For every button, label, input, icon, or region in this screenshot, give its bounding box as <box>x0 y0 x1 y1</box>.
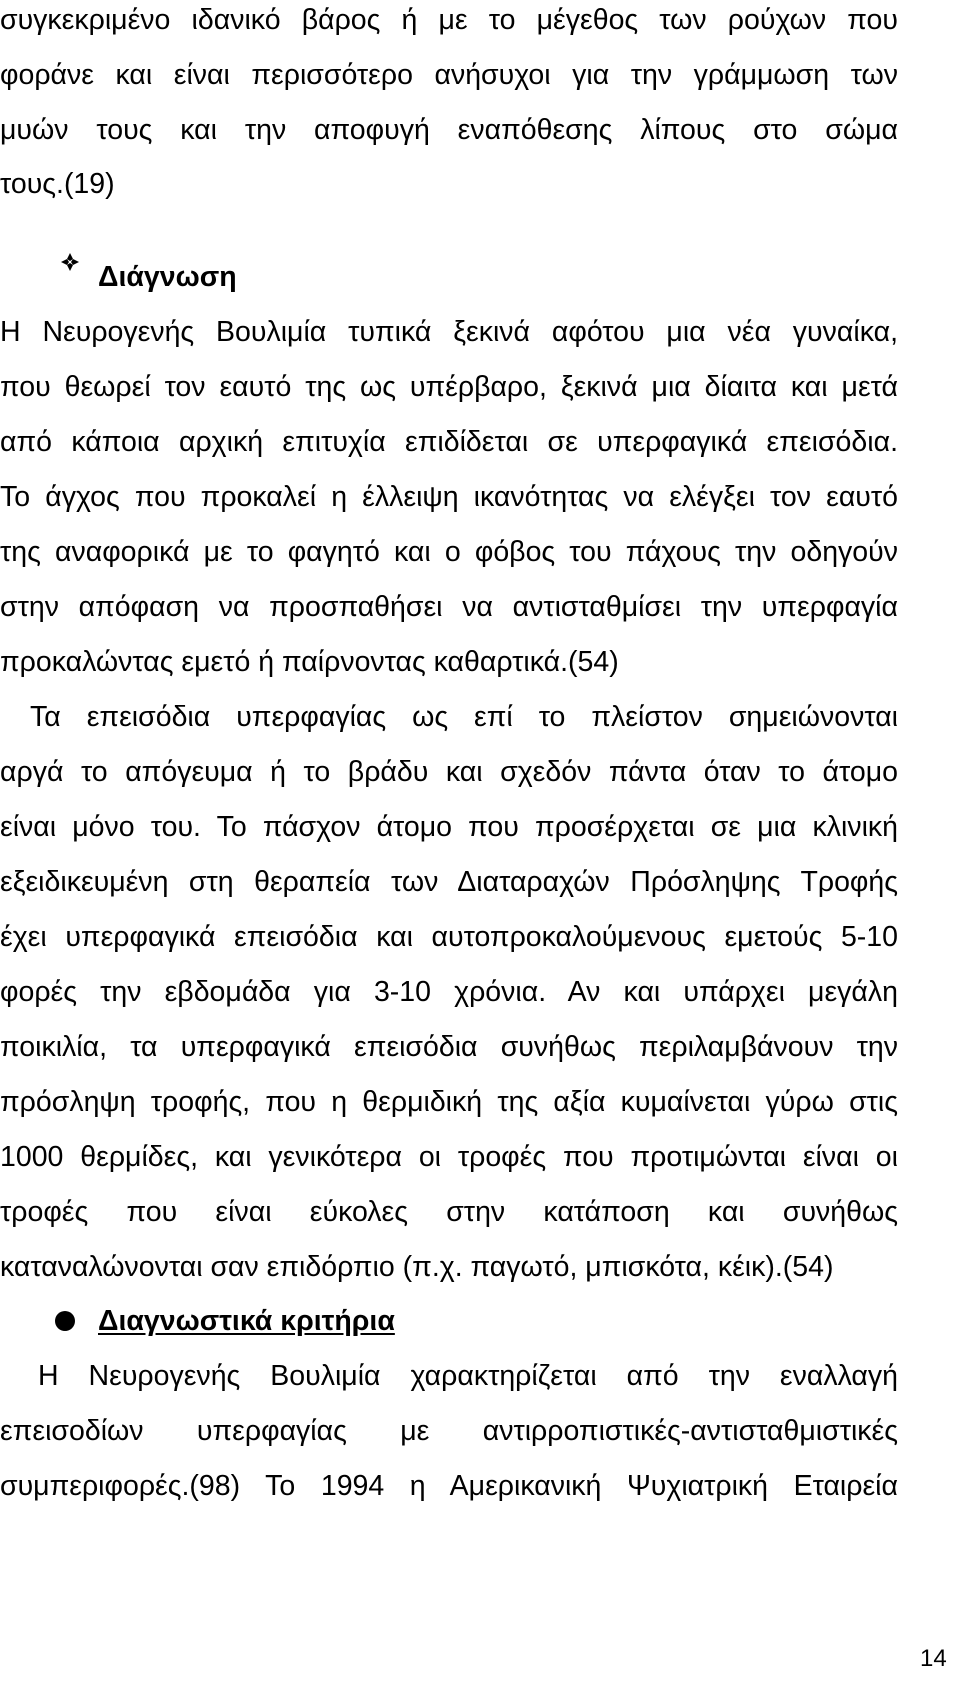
text-line: είναι μόνο του. Το πάσχον άτομο που προσέρχεται σε μια κλινική <box>0 811 898 843</box>
section-heading-text: Διαγνωστικά κριτήρια <box>98 1305 395 1337</box>
text-line: τροφές που είναι εύκολες στην κατάποση και συνήθως <box>0 1196 898 1228</box>
text-line: εξειδικευμένη στη θεραπεία των Διαταραχών Πρόσληψης Τροφής <box>0 866 898 898</box>
text-line: Η Νευρογενής Βουλιμία τυπικά ξεκινά αφότου μια νέα γυναίκα, <box>0 316 898 348</box>
text-line: 1000 θερμίδες, και γενικότερα οι τροφές που προτιμώνται είναι οι <box>0 1141 898 1173</box>
text-line: της αναφορικά με το φαγητό και ο φόβος του πάχους την οδηγούν <box>0 536 898 568</box>
text-line: φορές την εβδομάδα για 3-10 χρόνια. Αν και υπάρχει μεγάλη <box>0 976 898 1008</box>
text-line: πρόσληψη τροφής, που η θερμιδική της αξία κυμαίνεται γύρω στις <box>0 1086 898 1118</box>
text-line: τους.(19) <box>0 168 115 200</box>
section-heading-text: Διάγνωση <box>98 261 237 293</box>
text-line: συμπεριφορές.(98) Το 1994 η Αμερικανική Ψυχιατρική Εταιρεία <box>0 1470 898 1502</box>
text-line: αργά το απόγευμα ή το βράδυ και σχεδόν πάντα όταν το άτομο <box>0 756 898 788</box>
text-line: καταναλώνονται σαν επιδόρπιο (π.χ. παγωτό, μπισκότα, κέικ).(54) <box>0 1251 834 1283</box>
text-line: μυών τους και την αποφυγή εναπόθεσης λίπους στο σώμα <box>0 114 898 146</box>
text-line: στην απόφαση να προσπαθήσει να αντισταθμίσει την υπερφαγία <box>0 591 898 623</box>
text-line: φοράνε και είναι περισσότερο ανήσυχοι για την γράμμωση των <box>0 59 898 91</box>
section-heading <box>98 1303 395 1339</box>
round-bullet-icon <box>55 1311 75 1331</box>
text-line: ποικιλία, τα υπερφαγικά επεισόδια συνήθως περιλαμβάνουν την <box>0 1031 898 1063</box>
text-line: προκαλώντας εμετό ή παίρνοντας καθαρτικά.(54) <box>0 646 619 678</box>
text-line: Το άγχος που προκαλεί η έλλειψη ικανότητας να ελέγξει τον εαυτό <box>0 481 898 513</box>
section-heading <box>98 259 237 295</box>
text-line: Τα επεισόδια υπερφαγίας ως επί το πλείστον σημειώνονται <box>30 701 898 733</box>
text-line: που θεωρεί τον εαυτό της ως υπέρβαρο, ξεκινά μια δίαιτα και μετά <box>0 371 898 403</box>
text-line: από κάποια αρχική επιτυχία επιδίδεται σε υπερφαγικά επεισόδια. <box>0 426 898 458</box>
text-line: επεισοδίων υπερφαγίας με αντιρροπιστικές-αντισταθμιστικές <box>0 1415 898 1447</box>
page-number: 14 <box>920 1645 947 1672</box>
diamond-bullet-icon <box>60 252 80 272</box>
text-line: Η Νευρογενής Βουλιμία χαρακτηρίζεται από την εναλλαγή <box>38 1360 898 1392</box>
text-line: συγκεκριμένο ιδανικό βάρος ή με το μέγεθος των ρούχων που <box>0 4 898 36</box>
text-line: έχει υπερφαγικά επεισόδια και αυτοπροκαλούμενους εμετούς 5-10 <box>0 921 898 953</box>
